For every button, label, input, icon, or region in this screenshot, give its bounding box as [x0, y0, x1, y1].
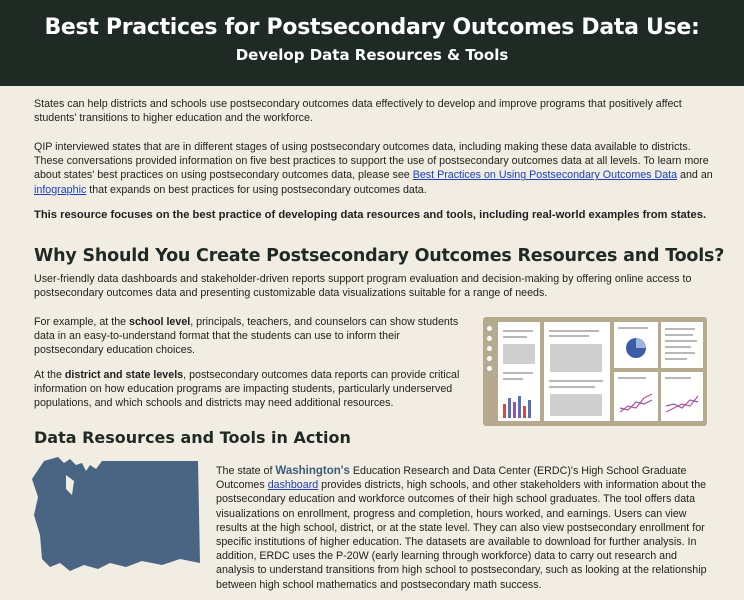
bar-chart-icon — [501, 394, 537, 418]
why-paragraph: User-friendly data dashboards and stakeholder-driven reports support program evaluation and decision-making by offering online access to postsecondary outcomes data and presenting customizable data visualizations suitable for a range of needs. — [34, 273, 692, 300]
district-text-b: , postsecondary outcomes data reports can provide critical information on how education programs are impacting students, particularly underserved populations, and which schools and districts may need additional resources. — [34, 369, 460, 410]
dashboard-left-card — [498, 322, 540, 421]
dashboard-link[interactable]: dashboard — [267, 479, 319, 492]
settings-icon — [487, 366, 492, 371]
intro-p2-mid: and an — [677, 169, 713, 182]
dashboard-pie-card — [614, 322, 658, 368]
wa-text-a: The state of — [216, 465, 276, 477]
focus-statement: This resource focuses on the best practice of developing data resources and tools, including real-world examples from states. — [34, 209, 707, 221]
trend-chart-icon — [664, 388, 700, 416]
home-icon — [487, 336, 492, 341]
school-level-paragraph — [34, 315, 464, 358]
page-title: Best Practices for Postsecondary Outcomes Data Use: — [44, 15, 700, 40]
school-level-term: school level — [129, 316, 191, 328]
district-state-term: district and state levels — [64, 369, 184, 381]
intro-p2-text: QIP interviewed states that are in different stages of using postsecondary outcomes data, including making these data available to districts. These conversations provided information on five best practices to support the use of postsecondary outcomes data at all levels. To learn more about states' best practices on using postsecondary outcomes data, please see — [34, 141, 709, 182]
school-text-a: For example, at the — [34, 316, 130, 328]
school-text-b: , principals, teachers, and counselors can show students data in an easy-to-understand format that the students can use to inform their postsecondary education choices. — [34, 316, 459, 357]
washington-state-name: Washington's — [275, 465, 350, 477]
washington-map-icon — [30, 455, 202, 585]
menu-icon — [487, 326, 492, 331]
action-heading: Data Resources and Tools in Action — [34, 428, 351, 447]
best-practices-link[interactable]: Best Practices on Using Postsecondary Outcomes Data — [412, 169, 678, 182]
intro-p2-after: that expands on best practices for using postsecondary outcomes data. — [86, 183, 427, 196]
intro-paragraph-2 — [34, 140, 714, 197]
dashboard-text-card — [661, 322, 703, 368]
dashboard-center-card — [544, 322, 610, 421]
wa-text-b: Education Research and Data Center (ERDC)'s High School Graduate Outcomes — [216, 465, 687, 492]
pie-chart-icon — [624, 336, 648, 360]
page-header — [0, 0, 744, 86]
chart-icon — [487, 346, 492, 351]
infographic-link[interactable]: infographic — [34, 183, 87, 196]
washington-paragraph — [216, 464, 716, 592]
dashboard-line-card-1 — [614, 372, 658, 421]
district-level-paragraph — [34, 368, 464, 411]
line-chart-icon — [618, 388, 654, 416]
wa-text-c: provides districts, high schools, and other stakeholders with information about the postsecondary education and workforce outcomes of their high school graduates. The tool offers data visualizations on enrollment, progress and completion, hours worked, and earnings. Users can view results at the high school, district, or at the state level. They can also view postsecondary enrollment for specific institutions of higher education. The datasets are available to download for further analysis. In addition, ERDC uses the P-20W (early learning through workforce) data to carry out research and analysis to understand transitions from high school to postsecondary, such as looking at the relationship between high school mathematics and postsecondary math success. — [216, 479, 707, 591]
dashboard-illustration — [483, 317, 707, 426]
intro-paragraph-1: States can help districts and schools use postsecondary outcomes data effectively to develop and improve programs that positively affect students' transitions to higher education and the workforce. — [34, 98, 682, 125]
document-icon — [487, 356, 492, 361]
page-subtitle: Develop Data Resources & Tools — [235, 46, 509, 64]
why-heading: Why Should You Create Postsecondary Outcomes Resources and Tools? — [34, 246, 725, 266]
dashboard-line-card-2 — [661, 372, 703, 421]
district-text-a: At the — [34, 369, 65, 381]
dashboard-sidebar — [486, 321, 494, 421]
